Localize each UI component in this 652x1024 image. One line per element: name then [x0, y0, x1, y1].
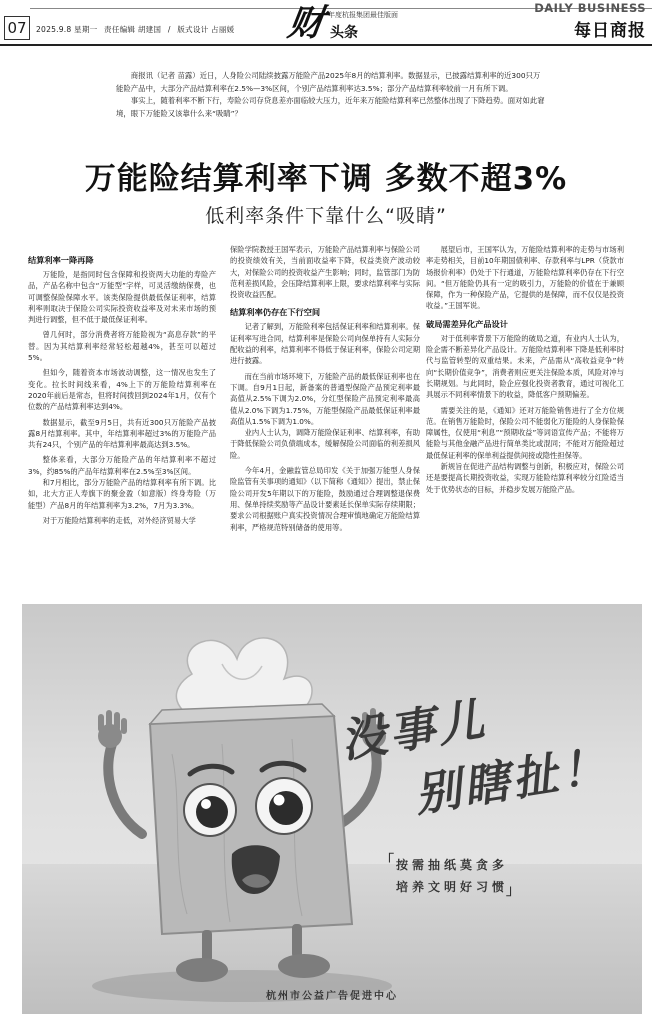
right-shoe: [278, 954, 330, 978]
left-shoe: [176, 958, 228, 982]
tissue-box-character-illustration: [22, 604, 642, 1014]
body-paragraph: 整体来看，大部分万能险产品的年结算利率不超过3%，约85%的产品年结算利率在2.5%至3%区间。: [28, 455, 216, 476]
designer-credit: 版式设计 占丽媛: [177, 25, 235, 34]
body-paragraph: 数据显示，截至9月5日，共有近300只万能险产品披露8月结算利率。其中，年结算利率超过3%的万能险产品共有24只，个别产品的年结算利率最高达到3.5%。: [28, 417, 216, 450]
body-paragraph: 保险学院教授王国军表示，万能险产品结算利率与保险公司的投资绩效有关，当前面收益率下降，权益类资产波动较大，对保险公司的投资收益产生影响；同时，监管部门为防范利差损风险，会压降结算利率上限，要求结算利率与实际投资收益匹配。: [230, 245, 420, 300]
poster-quote: [380, 853, 525, 899]
right-leg: [292, 924, 302, 958]
left-leg: [202, 930, 212, 962]
headline: 万能险结算利率下调 多数不超3%: [84, 161, 568, 197]
body-paragraph: 对于万能险结算利率的走低，对外经济贸易大学: [42, 515, 196, 525]
left-hand: [98, 710, 127, 748]
masthead-logo: 财: [285, 2, 327, 44]
poster-quote-line2: 培养文明好习惯: [396, 880, 509, 894]
page-number: 07: [4, 16, 30, 40]
section-heading: 结算利率仍存在下行空间: [230, 307, 321, 318]
section-heading: 破局需差异化产品设计: [426, 318, 508, 329]
quote-open-mark: 「: [380, 853, 398, 869]
header-meta: 2025.9.8 星期一 责任编辑 胡建国 / 版式设计 占丽媛: [36, 25, 235, 34]
page-header: [0, 0, 652, 46]
left-eye: [184, 784, 236, 836]
public-service-ad: [22, 604, 642, 1014]
body-paragraph: 业内人士认为，调降万能险保证利率、结算利率，有助于降低保险公司负债端成本，缓解保险公司面临的利差损风险。: [230, 428, 420, 460]
body-paragraph: 展望后市，王国军认为，万能险结算利率的走势与市场利率走势相关，目前10年期国债利率、存款利率与LPR（贷款市场报价利率）仍处于下行通道，万能险结算利率仍存在下行空间。“但万能险仍具有一定的吸引力，万能险的价值在于兼顾保障，作为一种保险产品，它提供的是保障，而不仅仅是投资收益。”王国军说。: [426, 245, 624, 311]
award-slogan: 年度杭报集团最佳版面: [328, 11, 398, 19]
issue-date: 2025.9.8 星期一: [36, 25, 98, 34]
section-heading: 结算利率一降再降: [28, 255, 94, 265]
body-paragraph: 新规旨在促进产品结构调整与创新，积极应对，保险公司还是要提高长期投资收益，实现万能险结算利率较分红险适当处于优势状态的目标，并稳步发展万能险产品。: [426, 462, 624, 494]
brand-english: DAILY BUSINESS: [534, 1, 646, 15]
lead-paragraph: 商报讯（记者 苗露）近日，人身险公司陆续披露万能险产品2025年8月的结算利率。数据显示，已披露结算利率的近300只万能险产品中，大部分产品结算利率在2.5%—3%区间，个别产品结算利率达3.5%；部分产品结算利率较前一月有所下调。: [116, 71, 541, 93]
article-lead: [116, 70, 546, 120]
body-paragraph: 对于低利率背景下万能险的破局之道，有业内人士认为，险企需不断差异化产品设计。万能险结算利率下降是低利率时代与监管转型的双重结果。未来，产品需从“高收益竞争”转向“长期价值竞争”，消费者则应更关注保险本质，风险对冲与长期规划。与此同时，险企应强化投资者教育，通过可视化工具展示不同利率情景下的收益，降低客户预期偏差。: [426, 333, 624, 400]
section-name: 头条: [330, 25, 358, 41]
poster-quote-line1: 按需抽纸莫贪多: [396, 858, 509, 872]
body-paragraph: 曾几何时，部分消费者将万能险视为“高息存款”的平替。因为其结算利率经常轻松超越4%，甚至可以超过5%。: [28, 330, 216, 363]
body-paragraph: 记者了解到，万能险利率包括保证利率和结算利率。保证利率写进合同，结算利率是保险公司向保单持有人实际分配收益的利率，结算利率不得低于保证利率，保险公司定期进行披露。: [230, 322, 420, 366]
body-paragraph: 万能险，是指同时包含保障和投资两大功能的寿险产品，产品名称中包含“万能型”字样，可灵活缴纳保费，也可调整保险保障水平。该类保险提供最低保证利率，结算利率则取决于保险公司实际投资收益率及对未来市场的预判进行调整，但不低于最低保证利率。: [28, 270, 216, 325]
body-paragraph: 需要关注的是，《通知》还对万能险销售进行了全方位规范。在销售万能险时，保险公司不能弱化万能险的人身保险保障属性，仅使用“利息”“预期收益”等词语宣传产品；不能将万能险与其他金融产品进行简单类比或混同；不能对万能险超过最低保证利率的保单利益提供间接或隐性担保等。: [426, 405, 624, 460]
body-paragraph: 和7月相比，部分万能险产品的结算利率有所下调。比如，北大方正人寿旗下的聚金盈（如意版）终身寿险（万能型）产品8月的年结算利率为3.2%，7月为3.3%。: [28, 478, 216, 510]
body-paragraph: 今年4月，金融监管总局印发《关于加强万能型人身保险监管有关事项的通知》（以下简称《通知》）提出，禁止保险公司开发5年期以下的万能险，鼓励通过合理调整退保费用、保单持续奖励等产品设计要素延长保单实际存续期限；要求公司根据账户真实投资情况合理审慎地确定万能险结算利率，严格规范特别储备的使用等。: [230, 466, 420, 532]
header-divider: [0, 44, 652, 46]
lead-paragraph: 事实上，随着利率不断下行，寿险公司存贷息差亦面临较大压力，近年来万能险结算利率已然整体出现了下降趋势。面对如此窘境，眼下万能险又该靠什么来“吸睛”？: [116, 96, 545, 118]
poster-slogan-line1: 没事儿: [336, 691, 491, 769]
brand-chinese: 每日商报: [574, 21, 646, 41]
article-column-3: [426, 244, 624, 495]
quote-close-mark: 」: [506, 883, 525, 899]
editor-credit: 责任编辑 胡建国: [104, 25, 162, 34]
poster-sponsor: 杭州市公益广告促进中心: [266, 991, 398, 1002]
tissue-box-body: [150, 704, 352, 934]
subheadline: 低利率条件下靠什么“吸睛”: [205, 205, 447, 227]
article-column-2: [230, 244, 420, 533]
body-paragraph: 而在当前市场环境下，万能险产品的最低保证利率也在下调。自9月1日起，新备案的普通型保险产品预定利率最高值从2.5%下调为2.0%，分红型保险产品预定利率最高值从2.0%下调为1.75%，万能型保险产品最低保证利率最高值从1.5%下调为1.0%。: [230, 371, 420, 426]
right-eye: [256, 778, 312, 834]
body-paragraph: 但如今，随着资本市场波动调整，这一情况也发生了变化。拉长时间线来看，4%上下的万能险结算利率在2020年前后是常态，但将时间拨回到2024年1月，仅有个位数的产品结算利率达到4%。: [28, 368, 216, 412]
article-column-1: [28, 252, 216, 526]
left-arm: [108, 744, 142, 834]
poster-slogan-line2: 别瞎扯！: [410, 738, 614, 822]
